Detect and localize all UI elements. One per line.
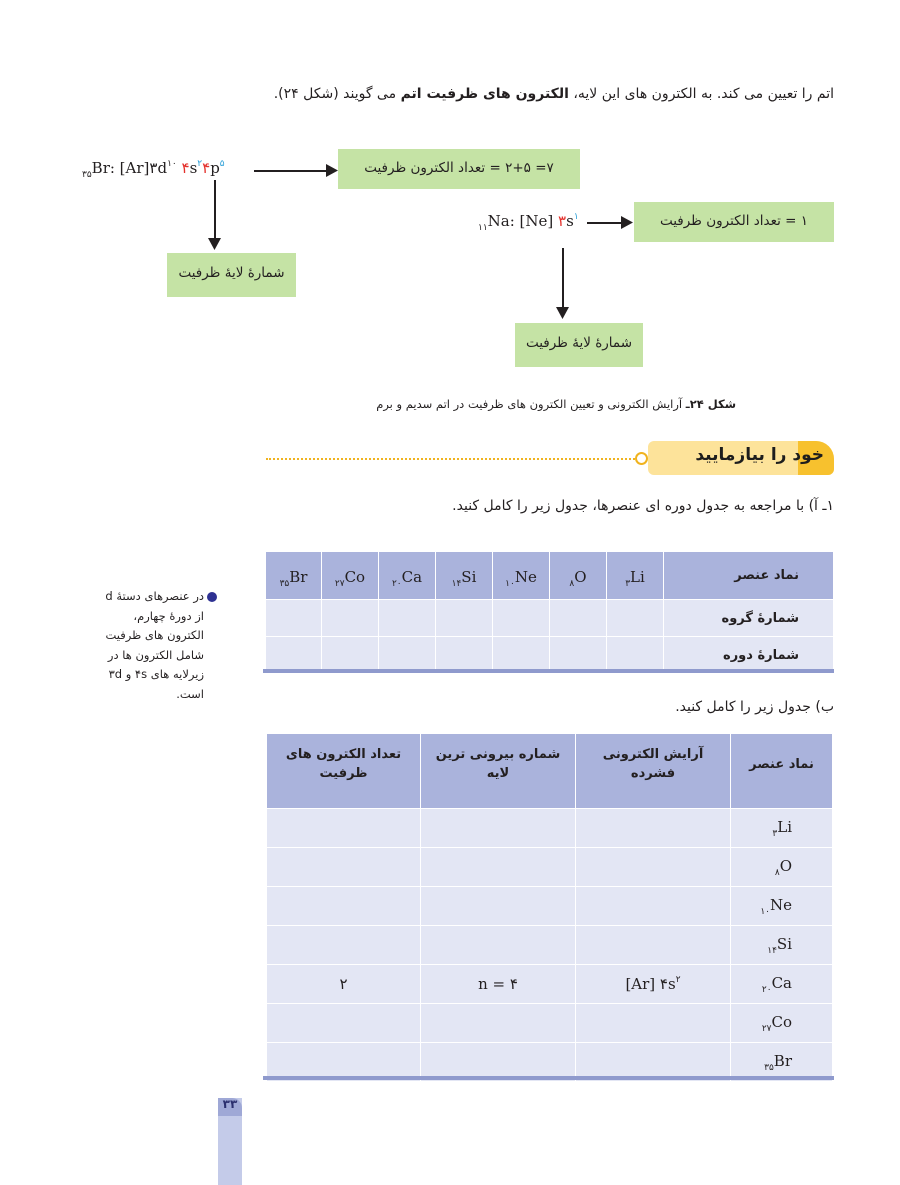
valence-cell[interactable] [267, 926, 421, 965]
element-symbol-cell: $_۸$O [731, 848, 833, 887]
table-row [267, 926, 833, 965]
empty-cell[interactable] [436, 637, 493, 674]
shell-cell[interactable] [421, 887, 576, 926]
header-valence-electrons: تعداد الکترون های ظرفیت [267, 734, 421, 809]
arrow-right-icon [326, 164, 338, 177]
valence-cell[interactable]: ۲ [267, 965, 421, 1004]
valence-cell[interactable] [267, 848, 421, 887]
caption-label: شکل ۲۴ـ [685, 397, 736, 411]
header-label-element-symbol: نماد عنصر [664, 552, 834, 600]
electron-configuration-table [266, 733, 833, 1082]
valence-cell[interactable] [267, 887, 421, 926]
question-1-text: ۱ـ آ) با مراجعه به جدول دوره ای عنصرها، جدول زیر را کامل کنید. [452, 498, 834, 514]
element-cell-li: $_۳$Li [607, 552, 664, 600]
table-header-row [266, 552, 834, 600]
intro-text-1: اتم را تعیین می کند. به الکترون های این لایه، [568, 86, 834, 102]
shell-cell[interactable] [421, 809, 576, 848]
empty-cell[interactable] [493, 600, 550, 637]
na-configuration [478, 212, 579, 233]
na-right-arrow-line [587, 222, 623, 224]
shell-cell[interactable] [421, 1004, 576, 1043]
side-note: در عنصرهای دستهٔ d از دورهٔ چهارم، الکترون های ظرفیت شامل الکترون ها در زیرلایه های ۴s و ۳d است. [105, 589, 204, 701]
elements-group-period-table [265, 551, 834, 674]
configuration-cell[interactable] [576, 1004, 731, 1043]
element-cell-si: $_{۱۴}$Si [436, 552, 493, 600]
intro-bold-term: الکترون های ظرفیت اتم [400, 86, 569, 102]
br-down-arrow-line [214, 180, 216, 240]
configuration-cell[interactable]: [Ar] $۴s^۲$ [576, 965, 731, 1004]
element-cell-br: $_{۳۵}$Br [266, 552, 322, 600]
element-cell-o: $_۸$O [550, 552, 607, 600]
na-valence-count-box: ۱ = تعداد الکترون ظرفیت [634, 202, 834, 242]
section-heading-title: خود را بیازمایید [695, 445, 824, 465]
arrow-down-icon [556, 307, 569, 319]
shell-cell[interactable]: n = ۴ [421, 965, 576, 1004]
empty-cell[interactable] [550, 600, 607, 637]
table-row [267, 887, 833, 926]
caption-text: آرایش الکترونی و تعیین الکترون های ظرفیت در اتم سدیم و برم [376, 397, 686, 411]
na-down-arrow-line [562, 248, 564, 310]
na-shell-number-box: شمارهٔ لایهٔ ظرفیت [515, 323, 643, 367]
na-core: Na: [Ne] [487, 212, 559, 230]
configuration-cell[interactable] [576, 809, 731, 848]
intro-text-2: می گویند (شکل ۲۴). [273, 86, 401, 102]
element-cell-co: $_{۲۷}$Co [322, 552, 379, 600]
page-number: ۳۳ [222, 1097, 238, 1111]
table-row [267, 848, 833, 887]
element-cell-ca: $_{۲۰}$Ca [379, 552, 436, 600]
empty-cell[interactable] [607, 637, 664, 674]
heading-dotted-line [266, 458, 638, 460]
na-s-count: ۱ [573, 212, 579, 222]
element-symbol-cell: $_{۱۴}$Si [731, 926, 833, 965]
shell-cell[interactable] [421, 926, 576, 965]
table-1-bottom-rule [263, 669, 834, 673]
configuration-cell[interactable] [576, 926, 731, 965]
br-s-label: s [189, 159, 198, 177]
empty-cell[interactable] [607, 600, 664, 637]
empty-cell[interactable] [322, 637, 379, 674]
table-header-row [267, 734, 833, 809]
bullet-dot-icon [207, 592, 217, 602]
element-symbol-cell: $_{۱۰}$Ne [731, 887, 833, 926]
empty-cell[interactable] [322, 600, 379, 637]
arrow-down-icon [208, 238, 221, 250]
br-core: Br: [Ar]۳d [91, 159, 168, 177]
table-row-group [266, 600, 834, 637]
configuration-cell[interactable] [576, 848, 731, 887]
row-label-group-number: شمارهٔ گروه [664, 600, 834, 637]
br-p-count: ۵ [219, 159, 225, 169]
element-symbol-cell: $_{۳۵}$Br [731, 1043, 833, 1082]
header-outermost-shell: شماره بیرونی ترین لایه [421, 734, 576, 809]
shell-cell[interactable] [421, 848, 576, 887]
figure-caption [340, 397, 736, 411]
heading-ring-icon [635, 452, 648, 465]
row-label-period-number: شمارهٔ دوره [664, 637, 834, 674]
valence-cell[interactable] [267, 809, 421, 848]
br-shell-number-box: شمارهٔ لایهٔ ظرفیت [167, 253, 296, 297]
br-d-count: ۱۰ [167, 159, 177, 169]
empty-cell[interactable] [266, 637, 322, 674]
table-row [267, 965, 833, 1004]
element-symbol-cell: $_۳$Li [731, 809, 833, 848]
br-shell-number-2: ۴ [202, 159, 211, 177]
configuration-cell[interactable] [576, 887, 731, 926]
element-symbol-cell: $_{۲۰}$Ca [731, 965, 833, 1004]
table-row [267, 1004, 833, 1043]
empty-cell[interactable] [436, 600, 493, 637]
br-atomic-number: ۳۵ [82, 170, 92, 180]
br-p-label: p [210, 159, 220, 177]
empty-cell[interactable] [550, 637, 607, 674]
na-s-label: s [566, 212, 574, 230]
empty-cell[interactable] [379, 637, 436, 674]
na-atomic-number: ۱۱ [478, 223, 488, 233]
question-b-text: ب) جدول زیر را کامل کنید. [675, 699, 834, 715]
valence-cell[interactable] [267, 1004, 421, 1043]
br-valence-count-box: ۷= ۲+۵ = تعداد الکترون ظرفیت [338, 149, 580, 189]
arrow-right-icon [621, 216, 633, 229]
br-shell-number: ۴ [181, 159, 190, 177]
table-row-period [266, 637, 834, 674]
empty-cell[interactable] [493, 637, 550, 674]
br-right-arrow-line [254, 170, 330, 172]
header-condensed-configuration: آرایش الکترونی فشرده [576, 734, 731, 809]
table-2-bottom-rule [263, 1076, 834, 1080]
intro-paragraph [274, 86, 834, 102]
na-shell-number: ۳ [558, 212, 567, 230]
table-row [267, 809, 833, 848]
br-s-count: ۲ [197, 159, 203, 169]
element-symbol-cell: $_{۲۷}$Co [731, 1004, 833, 1043]
header-element-symbol: نماد عنصر [731, 734, 833, 809]
br-configuration [82, 159, 225, 180]
element-cell-ne: $_{۱۰}$Ne [493, 552, 550, 600]
empty-cell[interactable] [379, 600, 436, 637]
empty-cell[interactable] [266, 600, 322, 637]
